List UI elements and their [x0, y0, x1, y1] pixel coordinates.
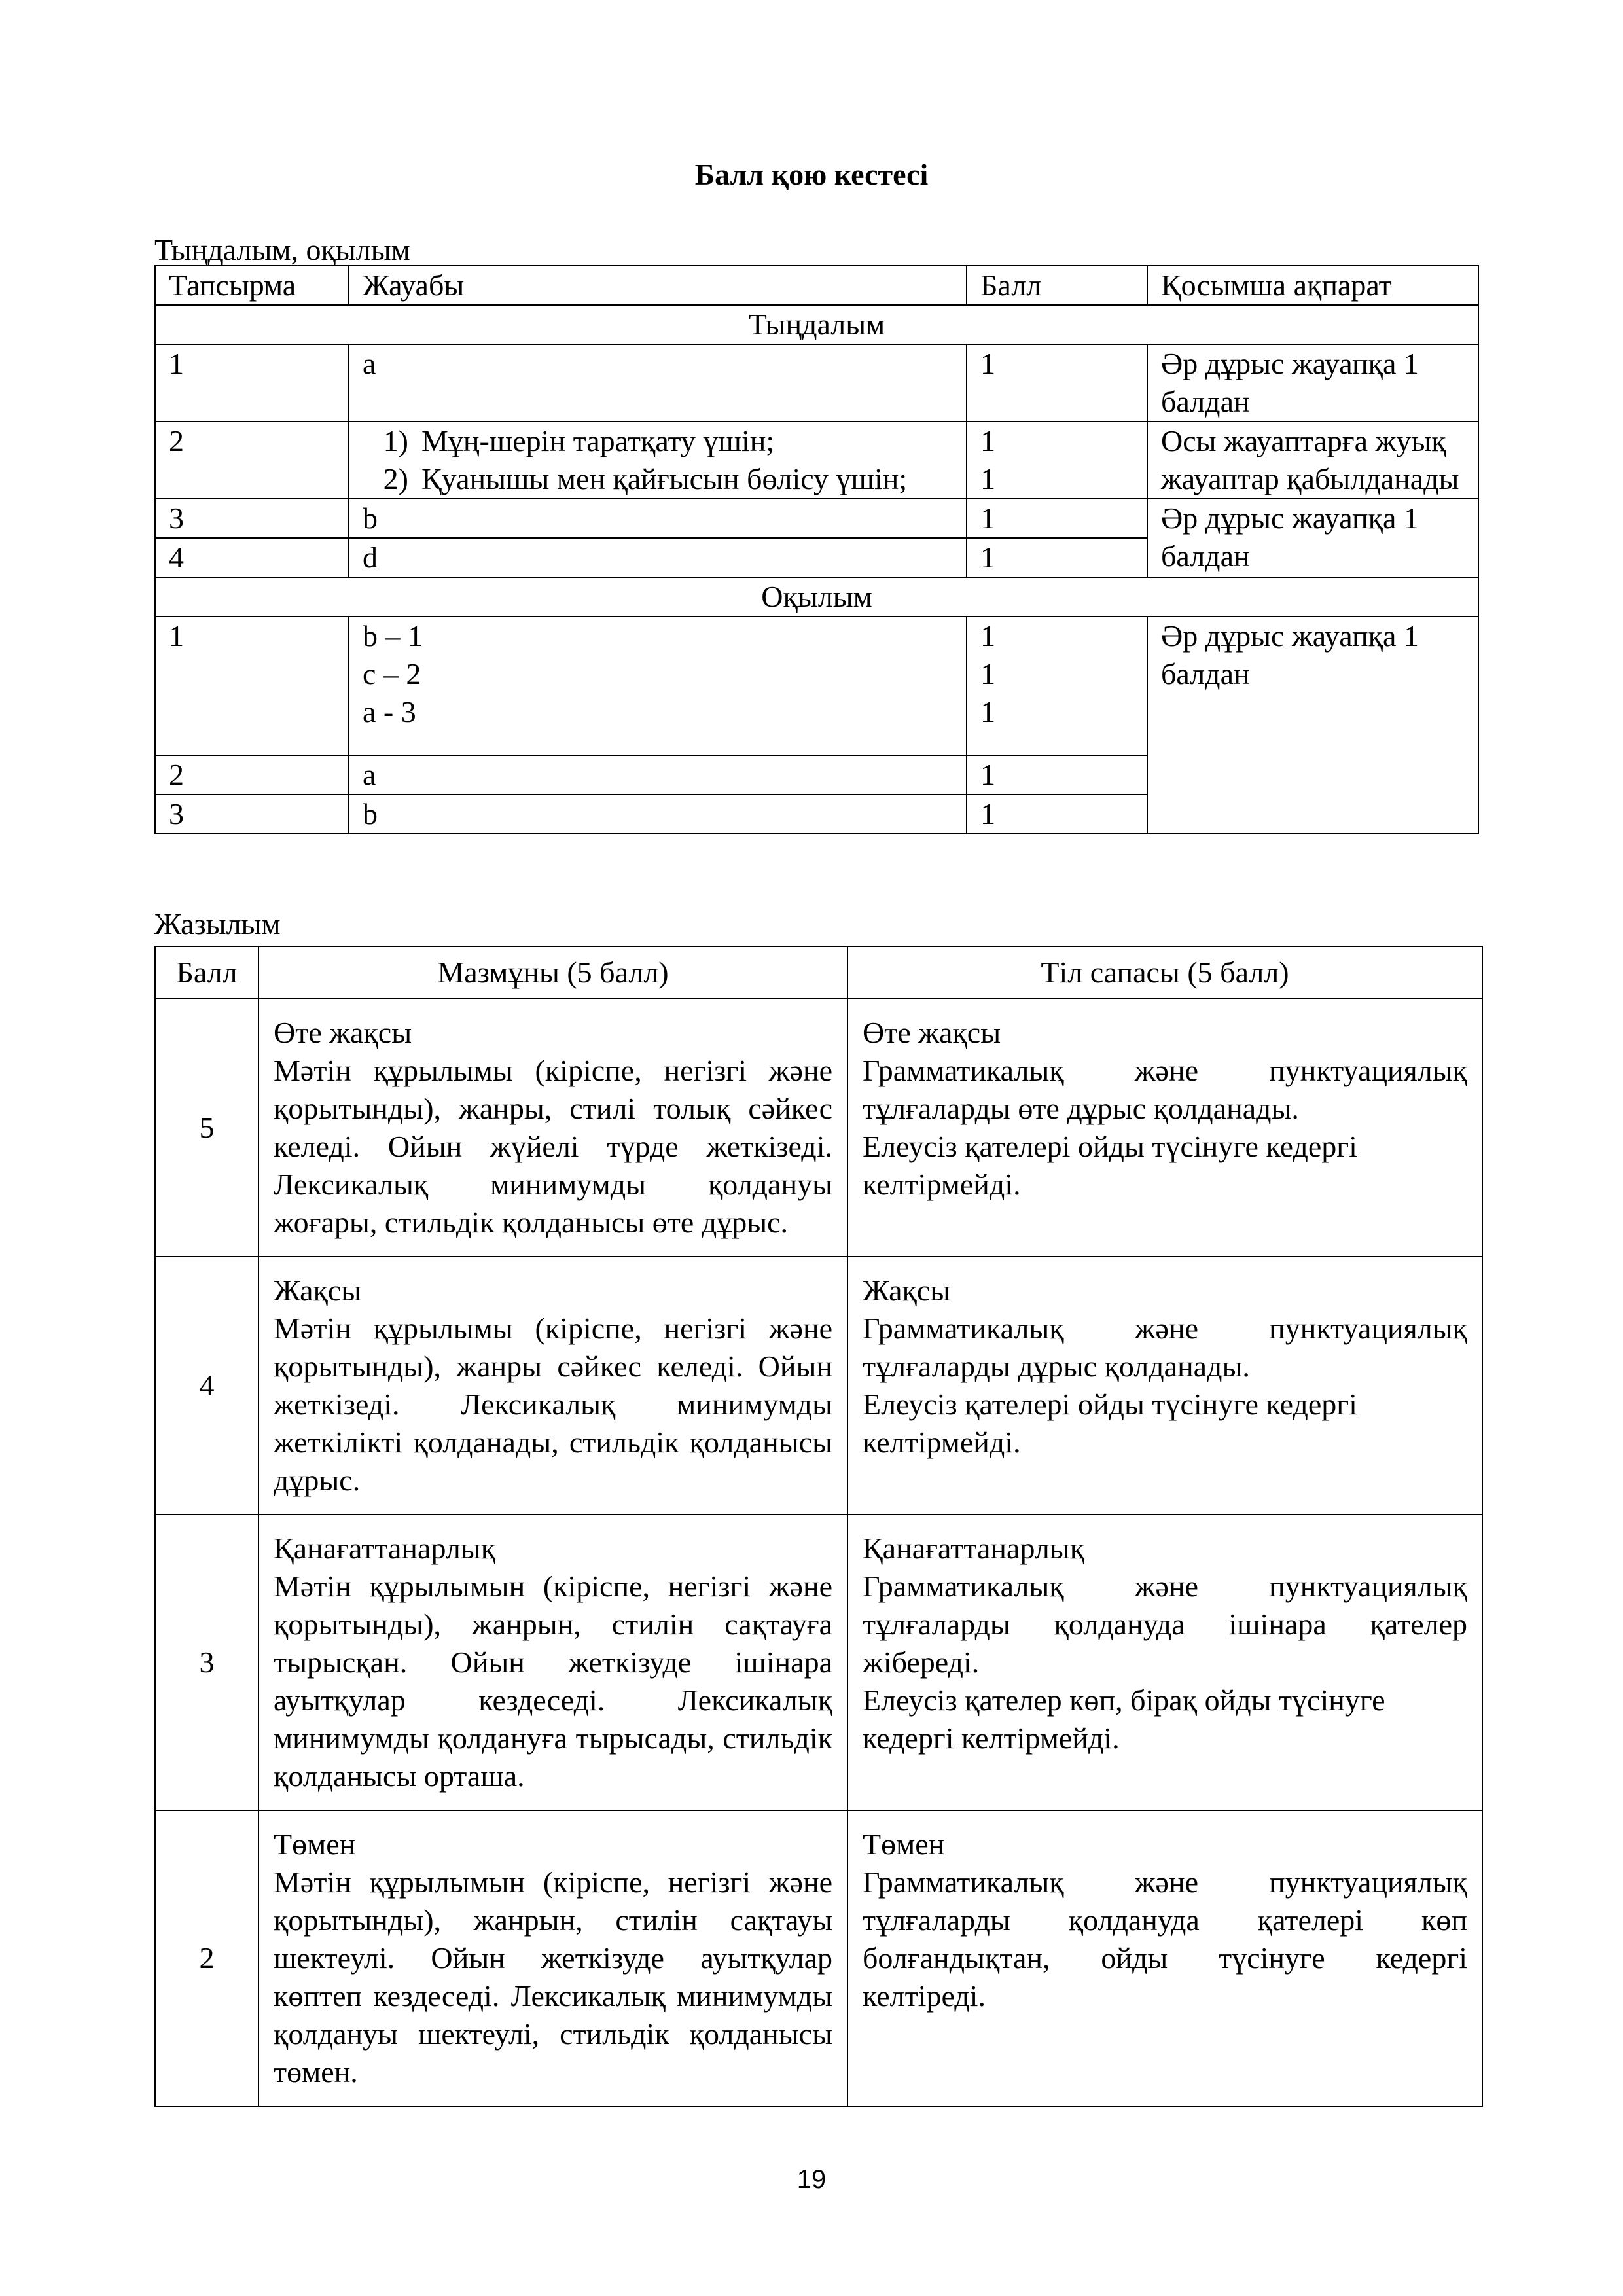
header-cell: Жауабы [349, 266, 967, 305]
list-number: 2) [383, 462, 408, 495]
content-text: Мәтін құрылымы (кіріспе, негізгі және қорытынды), жанры сәйкес келеді. Ойын жеткізеді. Лексикалық минимумды жеткілікті қолданады, стильдік қолданысы дұрыс. [274, 1312, 832, 1497]
answer-line: b – 1 [363, 619, 423, 653]
table-row [155, 1810, 1482, 2106]
table-row [155, 422, 1478, 499]
score-value: 1 [980, 657, 995, 691]
language-text: Елеусіз қателері ойды түсінуге кедергі келтірмейді. [863, 1388, 1357, 1459]
section-label-writing: Жазылым [154, 907, 281, 941]
score-cell: 1 [967, 755, 1147, 795]
header-cell: Тіл сапасы (5 балл) [847, 946, 1482, 999]
list-text: Мұң-шерін таратқату үшін; [421, 424, 775, 457]
language-text: Елеусіз қателері ойды түсінуге кедергі келтірмейді. [863, 1130, 1357, 1201]
task-cell: 2 [155, 422, 349, 499]
task-cell: 2 [155, 755, 349, 795]
score-value: 1 [980, 424, 995, 457]
info-cell: Әр дұрыс жауапқа 1 балдан [1147, 499, 1478, 577]
table-row [155, 999, 1482, 1257]
content-text: Мәтін құрылымын (кіріспе, негізгі және қорытынды), жанрын, стилін сақтауға тырысқан. Ойын жеткізуде ішінара ауытқулар кездеседі. Лексикалық минимумды қолдануға тырысады, стильдік қолданысы орташа. [274, 1570, 832, 1793]
answer-cell: a [349, 755, 967, 795]
level-title: Жақсы [274, 1274, 362, 1307]
language-cell [847, 1515, 1482, 1810]
list-item [349, 422, 953, 460]
task-cell: 4 [155, 538, 349, 577]
score-cell: 1 [967, 499, 1147, 538]
score-value: 1 [980, 462, 995, 495]
content-cell [259, 1810, 847, 2106]
answer-line: c – 2 [363, 657, 421, 691]
page-title: Балл қою кестесі [694, 158, 929, 191]
info-cell: Әр дұрыс жауапқа 1 балдан [1147, 344, 1478, 422]
level-title: Қанағаттанарлық [274, 1532, 496, 1565]
level-title: Өте жақсы [274, 1016, 412, 1049]
answer-cell: b [349, 795, 967, 834]
table-row [155, 499, 1478, 538]
task-cell: 1 [155, 344, 349, 422]
reading-subheader: Оқылым [155, 577, 1478, 617]
score-value: 1 [980, 695, 995, 728]
answer-cell [349, 617, 967, 755]
content-cell [259, 999, 847, 1257]
language-text: Грамматикалық және пунктуациялық тұлғаларды дұрыс қолданады. [863, 1312, 1467, 1383]
level-title: Жақсы [863, 1274, 951, 1307]
list-number: 1) [383, 424, 408, 457]
content-text: Мәтін құрылымын (кіріспе, негізгі және қорытынды), жанрын, стилін сақтауы шектеулі. Ойын жеткізуде ауытқулар көптеп кездеседі. Лексикалық минимумды қолдануы шектеулі, стильдік қолданысы төмен. [274, 1865, 832, 2089]
subheader-row [155, 305, 1478, 344]
language-text: Грамматикалық және пунктуациялық тұлғаларды өте дұрыс қолданады. [863, 1054, 1467, 1125]
table-row [155, 617, 1478, 755]
score-cell: 5 [155, 999, 259, 1257]
content-text: Мәтін құрылымы (кіріспе, негізгі және қорытынды), жанры, стилі толық сәйкес келеді. Ойын жүйелі түрде жеткізеді. Лексикалық минимумды қолдануы жоғары, стильдік қолданысы өте дұрыс. [274, 1054, 832, 1239]
content-cell [259, 1257, 847, 1515]
table-header-row [155, 266, 1478, 305]
task-cell: 3 [155, 499, 349, 538]
score-cell: 1 [967, 795, 1147, 834]
score-cell: 3 [155, 1515, 259, 1810]
answer-cell: b [349, 499, 967, 538]
page-number: 19 [796, 2165, 827, 2194]
level-title: Төмен [274, 1827, 356, 1861]
score-cell: 1 [967, 538, 1147, 577]
answer-cell: d [349, 538, 967, 577]
header-cell: Қосымша ақпарат [1147, 266, 1478, 305]
content-cell [259, 1515, 847, 1810]
info-cell: Осы жауаптарға жуық жауаптар қабылданады [1147, 422, 1478, 499]
table-header-row [155, 946, 1482, 999]
level-title: Қанағаттанарлық [863, 1532, 1085, 1565]
task-cell: 1 [155, 617, 349, 755]
listening-subheader: Тыңдалым [155, 305, 1478, 344]
answer-cell: a [349, 344, 967, 422]
level-title: Өте жақсы [863, 1016, 1001, 1049]
language-cell [847, 999, 1482, 1257]
table-row [155, 1515, 1482, 1810]
task-cell: 3 [155, 795, 349, 834]
table-row [155, 1257, 1482, 1515]
header-cell: Балл [967, 266, 1147, 305]
header-cell: Мазмұны (5 балл) [259, 946, 847, 999]
language-text: Елеусіз қателер көп, бірақ ойды түсінуге кедергі келтірмейді. [863, 1683, 1385, 1755]
language-text: Грамматикалық және пунктуациялық тұлғаларды қолдануда ішінара қателер жібереді. [863, 1570, 1467, 1679]
score-value: 1 [980, 619, 995, 653]
score-cell: 4 [155, 1257, 259, 1515]
level-title: Төмен [863, 1827, 945, 1861]
writing-rubric-table [154, 946, 1483, 2107]
list-item [349, 460, 953, 498]
table-row [155, 344, 1478, 422]
answer-line: a - 3 [363, 695, 416, 728]
section-label-listening-reading: Тыңдалым, оқылым [154, 233, 410, 266]
score-cell: 1 [967, 344, 1147, 422]
language-cell [847, 1257, 1482, 1515]
info-cell: Әр дұрыс жауапқа 1 балдан [1147, 617, 1478, 834]
list-text: Қуанышы мен қайғысын бөлісу үшін; [421, 462, 908, 495]
language-text: Грамматикалық және пунктуациялық тұлғаларды қолдануда қателері көп болғандықтан, ойды түсінуге кедергі келтіреді. [863, 1865, 1467, 2013]
score-cell [967, 617, 1147, 755]
subheader-row [155, 577, 1478, 617]
answer-cell [349, 422, 967, 499]
score-cell: 2 [155, 1810, 259, 2106]
score-cell [967, 422, 1147, 499]
header-cell: Балл [155, 946, 259, 999]
header-cell: Тапсырма [155, 266, 349, 305]
listening-reading-table [154, 265, 1479, 834]
language-cell [847, 1810, 1482, 2106]
